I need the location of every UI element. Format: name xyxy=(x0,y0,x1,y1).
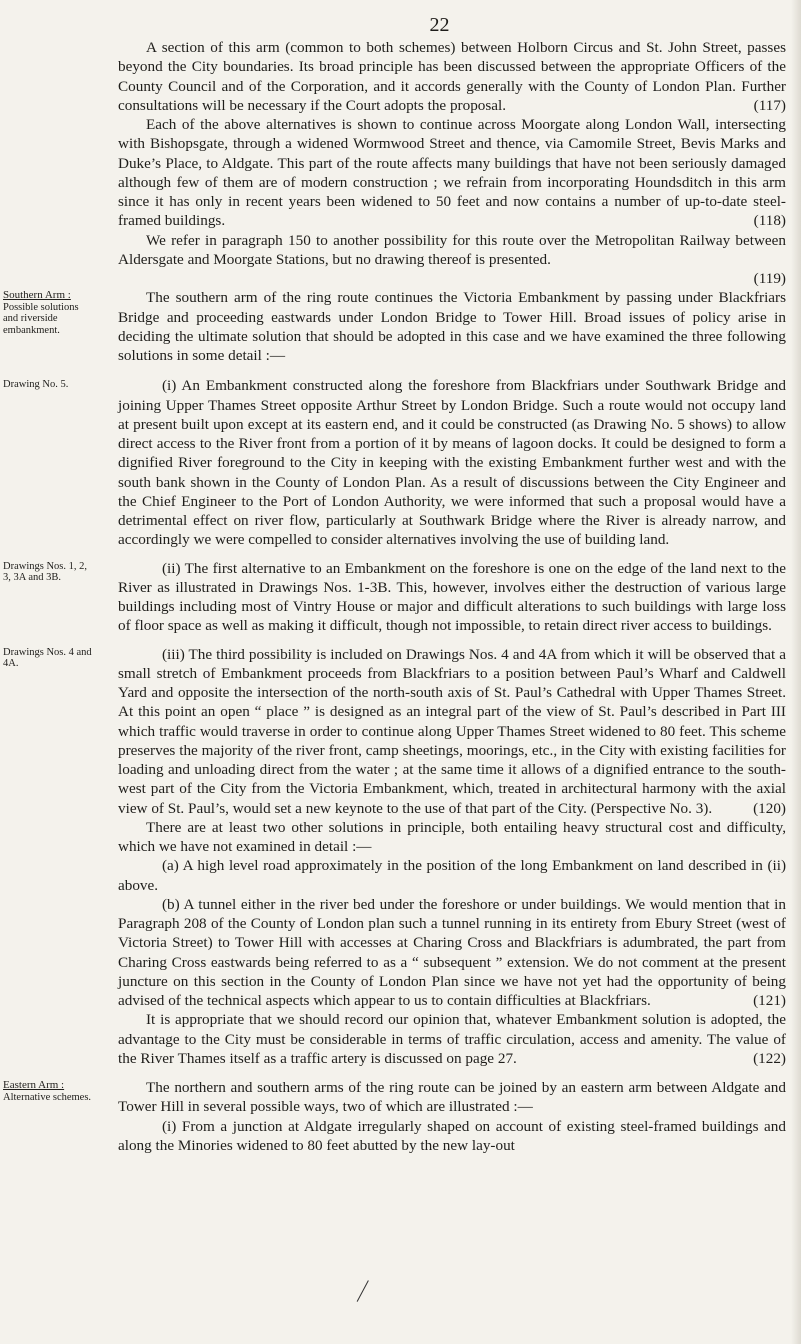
paragraph-southern-arm: The southern arm of the ring route continues the Victoria Embankment by passing under Blackfriars Bridge and proceeding eastwards under London Bridge to Tower Hill. Broad issues of policy arise in deciding the ultimate solution that should be adopted in this case and we have examined the three following solutions in some detail :— xyxy=(118,289,786,364)
page-number: 22 xyxy=(429,14,450,36)
paragraph-text: (b) A tunnel either in the river bed under the foreshore or under buildings. We would mention that in Paragraph 208 of the County of London plan such a tunnel running in its entirety from Ebury Street (west of Victoria Street) to Tower Hill with accesses at Charing Cross and Blackfriars is adumbrated, the part from Charing Cross eastwards being referred to as a “ subsequent ” extension. We do not comment at the present juncture on this section in the County of London Plan since we have not yet had the opportunity of being advised of the technical aspects which appear to us to contain difficulties at Blackfriars. xyxy=(118,895,786,1009)
margin-note-title: Eastern Arm : xyxy=(3,1079,65,1091)
section-southern-arm xyxy=(3,288,786,365)
pen-mark xyxy=(357,1280,373,1304)
margin-note-drawing-5: Drawing No. 5. xyxy=(3,379,69,391)
margin-note-subtitle: Alternative schemes. xyxy=(3,1091,92,1103)
paragraph-solution-ii: (ii) The first alternative to an Embankment on the foreshore is one on the edge of the land next to the River as illustrated in Drawings Nos. 1-3B. This, however, involves either the destruction of various large buildings including most of Vintry House or major and difficult alterations to such buildings with large loss of floor space as well as making it difficult, though not impossible, to retain direct river access to buildings. xyxy=(118,559,786,635)
margin-note-drawings-1-3b: Drawings Nos. 1, 2, 3, 3A and 3B. xyxy=(3,560,87,583)
paragraph-eastern-i: (i) From a junction at Aldgate irregularly shaped on account of existing steel-framed buildings and along the Minories widened to 80 feet abutted by the new lay-out xyxy=(118,1117,786,1154)
paragraph-ref: (121) xyxy=(753,992,786,1009)
section-drawing-5 xyxy=(3,376,786,549)
paragraph-other-solutions: There are at least two other solutions in principle, both entailing heavy structural cost and difficulty, which we have not examined in detail :— xyxy=(118,818,786,855)
paragraph-119 xyxy=(118,231,786,289)
margin-note-drawings-4: Drawings Nos. 4 and 4A. xyxy=(3,646,92,669)
paragraph-117 xyxy=(118,38,786,115)
paragraph-ref: (120) xyxy=(753,799,786,817)
paragraph-solution-b xyxy=(118,895,786,1011)
paragraph-122 xyxy=(118,1010,786,1068)
paragraph-text: We refer in paragraph 150 to another possibility for this route over the Metropolitan Railway between Aldersgate and Moorgate Stations, but no drawing thereof is presented. xyxy=(118,231,786,268)
section-eastern-arm xyxy=(3,1078,786,1117)
scan-edge-shadow xyxy=(791,0,801,1344)
paragraph-ref: (122) xyxy=(753,1049,786,1067)
paragraph-text: Each of the above alternatives is shown to continue across Moorgate along London Wall, intersecting with Bishopsgate, through a widened Wormwood Street and thence, via Camomile Street, Bevis Marks and Duke’s Place, to Aldgate. This part of the route affects many buildings that have not been seriously damaged although few of them are of modern construction ; we refrain from incorporating Houndsditch in this arm since it has only in recent years been widened to 50 feet and now contains a number of up-to-date steel-framed buildings. xyxy=(118,116,786,230)
paragraph-text: (iii) The third possibility is included on Drawings Nos. 4 and 4A from which it will be observed that a small stretch of Embankment proceeds from Blackfriars to a position between Paul’s Wharf and Caldwell Yard and opposite the intersection of the north-south axis of St. Paul’s Cathedral with Upper Thames Street. At this point an open “ place ” is designed as an integral part of the view of St. Paul’s described in Part III which traffic would traverse in order to continue along Upper Thames Street widened to 80 feet. This scheme preserves the majority of the river front, camp sheetings, moorings, etc., in the City with existing facilities for loading and unloading direct from the water ; at the same time it allows of a dignified entrance to the south-west part of the City from the Victoria Embankment, which, treated in architectural harmony with the axial view of St. Paul’s, would set a new keynote to the use of that part of the City. (Perspective No. 3). xyxy=(118,645,786,817)
paragraph-ref: (118) xyxy=(753,212,786,230)
paragraph-solution-iii xyxy=(118,645,786,818)
paragraph-118 xyxy=(118,115,786,231)
paragraph-text: A section of this arm (common to both schemes) between Holborn Circus and St. John Street, passes beyond the City boundaries. Its broad principle has been discussed between the appropriate Officers of the County Council and of the Corporation, and it accords generally with the County of London Plan. Further consultations will be necessary if the Court adopts the proposal. xyxy=(118,39,786,114)
body-text xyxy=(3,38,786,1155)
margin-note-southern-arm xyxy=(3,290,95,336)
paragraph-solution-i: (i) An Embankment constructed along the foreshore from Blackfriars under Southwark Bridge and joining Upper Thames Street opposite Arthur Street by London Bridge. Such a route would not occupy land at present built upon except at its eastern end, and it could be constructed (as Drawing No. 5 shows) to allow direct access to the River front from a portion of it by means of lagoon docks. It could be designed to form a dignified River foreground to the City in keeping with the existing Embankment further west and with the south bank shown in the County of London Plan. As a result of discussions between the City Engineer and the Chief Engineer to the Port of London Authority, we were informed that such a proposal would have a detrimental effect on river flow, particularly at Southwark Bridge where the River is already narrow, and accordingly we were compelled to consider alternatives involving the use of building land. xyxy=(118,377,786,549)
paragraph-solution-a: (a) A high level road approximately in the position of the long Embankment on land described in (ii) above. xyxy=(118,857,786,894)
section-drawings-1-3b xyxy=(3,559,786,636)
paragraph-ref: (119) xyxy=(753,270,786,287)
section-drawings-4 xyxy=(3,645,786,818)
paragraph-ref: (117) xyxy=(753,96,786,114)
margin-note-title: Southern Arm : xyxy=(3,289,71,302)
margin-note-subtitle: Possible solutions and riverside embankment. xyxy=(3,301,79,336)
paragraph-eastern-arm: The northern and southern arms of the ring route can be joined by an eastern arm between Aldgate and Tower Hill in several possible ways, two of which are illustrated :— xyxy=(118,1079,786,1116)
paragraph-text: It is appropriate that we should record our opinion that, whatever Embankment solution is adopted, the advantage to the City must be considerable in terms of traffic circulation, access and amenity. The value of the River Thames itself as a traffic artery is discussed on page 27. xyxy=(118,1011,786,1067)
margin-note-eastern-arm xyxy=(3,1080,95,1103)
